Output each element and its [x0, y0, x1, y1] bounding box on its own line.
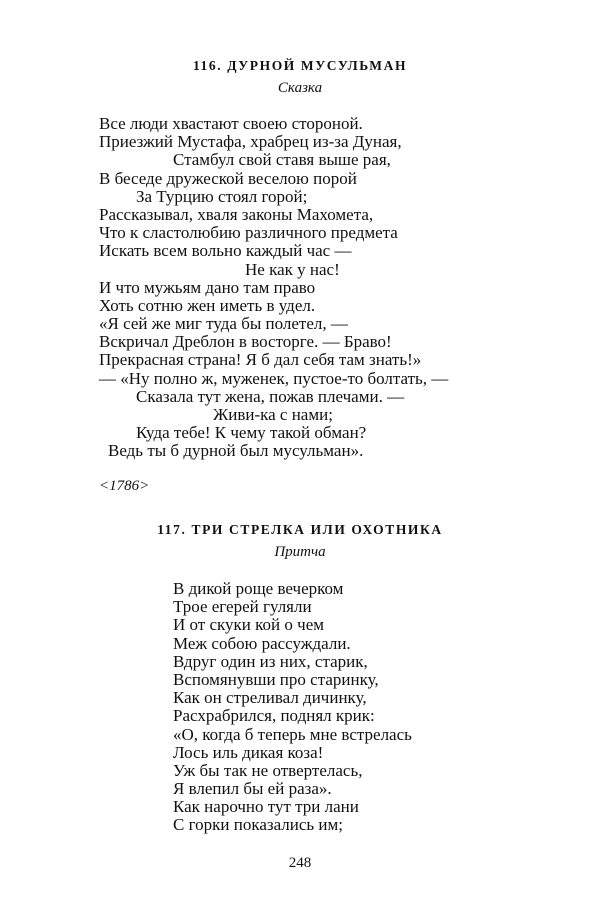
verse-line: Живи-ка с нами; — [213, 405, 333, 424]
poem-116-date: <1786> — [99, 478, 150, 494]
verse-line: Прекрасная страна! Я б дал себя там знать!» — [99, 350, 422, 370]
verse-line: — «Ну полно ж, муженек, пустое-то болтать, — — [99, 368, 449, 388]
verse-line: Уж бы так не отвертелась, — [173, 760, 363, 780]
verse-line: Трое егерей гуляли — [173, 597, 312, 617]
poem-117-text — [173, 580, 412, 835]
verse-line: Сказала тут жена, пожав плечами. — — [136, 386, 405, 406]
verse-line: С горки показались им; — [173, 815, 344, 835]
verse-line: Расхрабрился, поднял крик: — [173, 706, 375, 726]
verse-line: Что к сластолюбию различного предмета — [99, 223, 398, 243]
verse-line: Как нарочно тут три лани — [173, 797, 359, 817]
verse-line: За Турцию стоял горой; — [136, 186, 308, 206]
verse-line: Не как у нас! — [245, 259, 340, 279]
verse-line: Стамбул свой ставя выше рая, — [173, 150, 391, 170]
verse-line: Ведь ты б дурной был мусульман». — [108, 441, 364, 461]
verse-line: Все люди хвастают своею стороной. — [99, 114, 363, 133]
verse-line: Искать всем вольно каждый час — — [99, 241, 352, 261]
verse-line: Вспомянувши про старинку, — [173, 669, 379, 689]
verse-line: И от скуки кой о чем — [173, 615, 324, 635]
verse-line: Как он стреливал дичинку, — [173, 688, 367, 708]
poem-116-title: 116. ДУРНОЙ МУСУЛЬМАН — [192, 58, 408, 73]
verse-line: Хоть сотню жен иметь в удел. — [99, 295, 316, 315]
verse-line: Вскричал Дреблон в восторге. — Браво! — [99, 332, 392, 352]
verse-line: Я влепил бы ей раза». — [173, 779, 332, 799]
verse-line: И что мужьям дано там право — [99, 277, 316, 297]
verse-line: В дикой роще вечерком — [173, 579, 344, 598]
verse-line: В беседе дружеской веселою порой — [99, 168, 357, 188]
poem-117-title: 117. ТРИ СТРЕЛКА ИЛИ ОХОТНИКА — [157, 522, 443, 537]
poem-116-subtitle: Сказка — [277, 80, 323, 96]
verse-line: Рассказывал, хваля законы Махомета, — [99, 204, 374, 224]
verse-line: Куда тебе! К чему такой обман? — [136, 423, 367, 443]
verse-line: «Я сей же миг туда бы полетел, — — [99, 314, 348, 334]
page-number: 248 — [288, 855, 312, 871]
poem-117-subtitle: Притча — [274, 544, 326, 560]
verse-line: Меж собою рассуждали. — [173, 633, 351, 653]
verse-line: Лось иль дикая коза! — [173, 742, 324, 762]
verse-line: «О, когда б теперь мне встрелась — [173, 724, 412, 744]
verse-line: Вдруг один из них, старик, — [173, 651, 368, 671]
poem-116-text — [99, 115, 448, 461]
verse-line: Приезжий Мустафа, храбрец из-за Дуная, — [99, 132, 402, 152]
